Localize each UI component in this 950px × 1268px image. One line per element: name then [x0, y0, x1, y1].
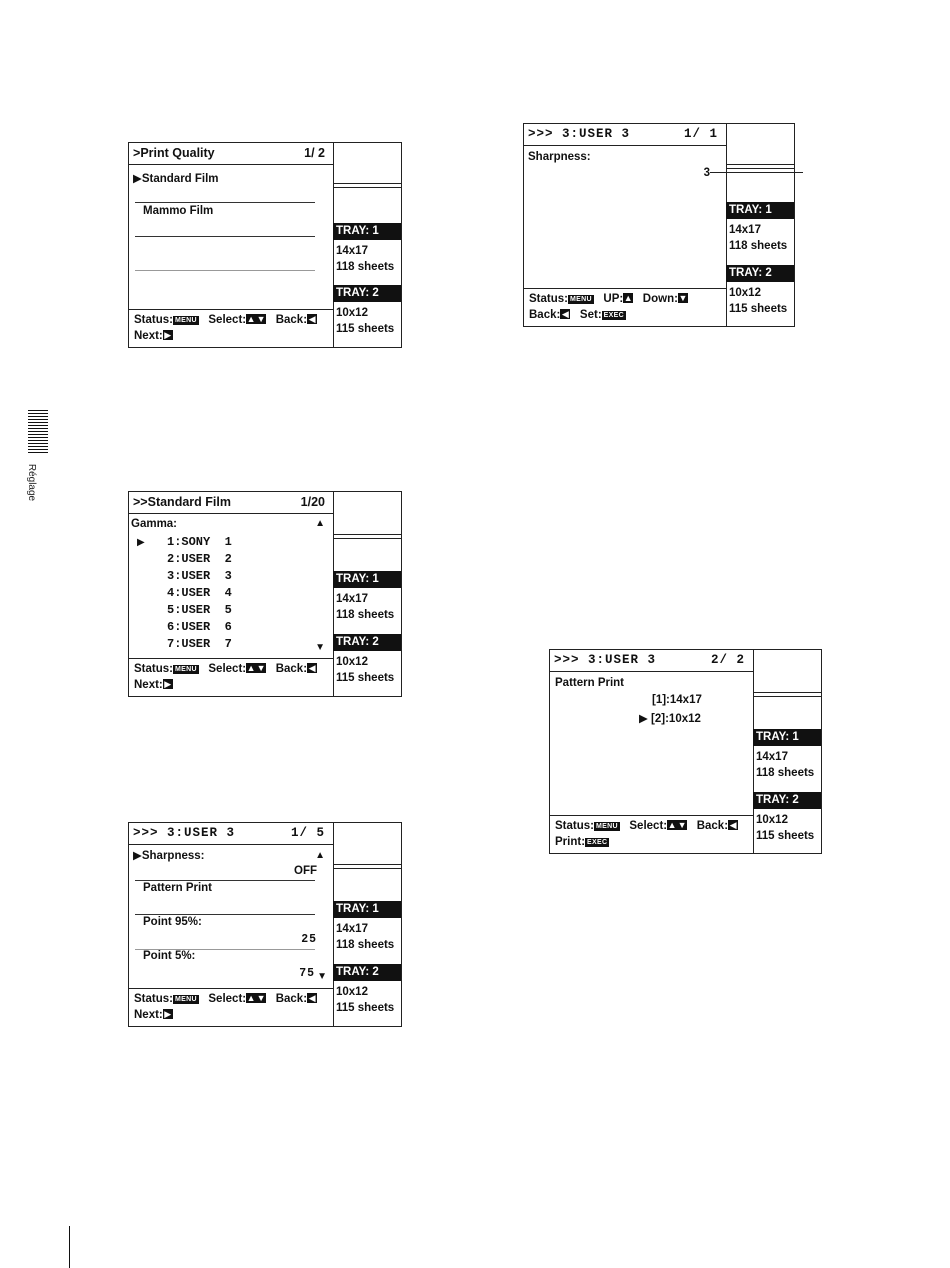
page-margin-bar	[69, 1226, 70, 1268]
breadcrumb-chevron: >>>	[133, 826, 168, 840]
screen-title: Print Quality	[140, 146, 215, 160]
sharpness-value[interactable]: 3	[703, 167, 710, 179]
menu-key-icon: MENU	[174, 317, 197, 324]
gamma-option[interactable]: 3:USER 3	[167, 569, 232, 583]
key-guide: Status: MENU UP:▲ Down:▼ Back: ◀ Set: EXEC	[524, 288, 726, 326]
down-key-icon: ▼	[256, 314, 266, 324]
tray1-badge: TRAY: 1	[726, 202, 794, 219]
divider	[135, 880, 315, 881]
tray1-info: 14x17 118 sheets	[729, 224, 788, 252]
divider	[135, 270, 315, 271]
menu-key-icon: MENU	[595, 823, 618, 830]
page-indicator: 1/ 1	[683, 127, 718, 141]
divider	[135, 236, 315, 237]
up-key-icon: ▲	[667, 820, 677, 830]
down-key-icon: ▼	[256, 663, 266, 673]
up-key-icon: ▲	[246, 314, 256, 324]
divider	[135, 202, 315, 203]
tray2-badge: TRAY: 2	[333, 964, 401, 981]
back-key-icon: ◀	[308, 663, 316, 673]
page-indicator: 1/ 2	[304, 146, 325, 160]
screen-title: 3:USER 3	[167, 826, 236, 840]
down-key-icon: ▼	[678, 293, 688, 303]
next-key-icon: ▶	[164, 330, 172, 340]
tray1-info: 14x17 118 sheets	[336, 245, 395, 273]
back-key-icon: ◀	[561, 309, 569, 319]
selection-pointer-icon: ▶	[133, 173, 142, 185]
key-guide: Status: MENU Select:▲▼ Back: ◀ Next: ▶	[129, 658, 333, 696]
divider	[135, 914, 315, 915]
main-panel	[129, 143, 334, 347]
tray2-info: 10x12 115 sheets	[756, 814, 815, 842]
back-key-icon: ◀	[308, 314, 316, 324]
tray2-badge: TRAY: 2	[753, 792, 821, 809]
tray2-badge: TRAY: 2	[726, 265, 794, 282]
gamma-option[interactable]: 6:USER 6	[167, 620, 232, 634]
user-settings-screen	[128, 822, 402, 1027]
setting-point-5[interactable]: Point 5%:	[143, 950, 196, 962]
setting-sharpness[interactable]: ▶Sharpness:	[133, 850, 205, 862]
gamma-option[interactable]: 4:USER 4	[167, 586, 232, 600]
selection-pointer-icon: ▶	[133, 850, 142, 862]
setting-value: 25	[301, 933, 317, 946]
setting-pattern-print[interactable]: Pattern Print	[143, 882, 213, 894]
screen-title: 3:USER 3	[562, 127, 631, 141]
tray2-badge: TRAY: 2	[333, 285, 401, 302]
page-indicator: 1/ 5	[290, 826, 325, 840]
gamma-screen	[128, 491, 402, 697]
tray2-info: 10x12 115 sheets	[729, 287, 788, 315]
pattern-print-label: Pattern Print	[555, 677, 625, 689]
tray2-info: 10x12 115 sheets	[336, 986, 395, 1014]
key-guide: Status: MENU Select:▲▼ Back: ◀ Next: ▶	[129, 988, 333, 1026]
section-tab-marker	[28, 410, 48, 453]
tray-status-panel	[333, 143, 401, 347]
up-key-icon: ▲	[246, 993, 256, 1003]
screen-title: 3:USER 3	[588, 653, 657, 667]
pattern-option[interactable]: [1]:14x17	[652, 694, 702, 706]
gamma-option[interactable]: 1:SONY 1	[167, 535, 232, 549]
selection-pointer-icon: ▶	[137, 537, 145, 548]
sharpness-label: Sharpness:	[528, 151, 591, 163]
pattern-option-selected[interactable]: ▶ [2]:10x12	[639, 713, 701, 725]
main-panel	[129, 823, 334, 1026]
tray1-badge: TRAY: 1	[333, 901, 401, 918]
breadcrumb-chevron: >	[133, 146, 141, 160]
down-key-icon: ▼	[677, 820, 687, 830]
scroll-down-icon: ▼	[315, 642, 325, 653]
sharpness-screen	[523, 123, 795, 327]
tray-status-panel	[753, 650, 821, 853]
gamma-option[interactable]: 7:USER 7	[167, 637, 232, 651]
tray-status-panel	[333, 492, 401, 696]
scroll-down-icon: ▼	[317, 971, 327, 982]
tray2-badge: TRAY: 2	[333, 634, 401, 651]
main-panel	[524, 124, 727, 326]
menu-item-standard-film[interactable]: ▶Standard Film	[133, 173, 219, 185]
up-key-icon: ▲	[623, 293, 633, 303]
tray1-badge: TRAY: 1	[333, 223, 401, 240]
tray-status-panel	[333, 823, 401, 1026]
key-guide: Status: MENU Select:▲▼ Back: ◀ Next: ▶	[129, 309, 333, 347]
tray1-info: 14x17 118 sheets	[336, 923, 395, 951]
gamma-label: Gamma:	[131, 518, 178, 530]
tray1-info: 14x17 118 sheets	[336, 593, 395, 621]
down-key-icon: ▼	[256, 993, 266, 1003]
screen-header	[550, 650, 753, 672]
pattern-print-screen	[549, 649, 822, 854]
gamma-option[interactable]: 5:USER 5	[167, 603, 232, 617]
exec-key-icon: EXEC	[603, 312, 624, 319]
screen-header	[129, 143, 333, 165]
callout-line	[710, 172, 803, 173]
back-key-icon: ◀	[729, 820, 737, 830]
page-indicator: 1/20	[300, 495, 325, 509]
tray-status-panel	[726, 124, 794, 326]
screen-header	[524, 124, 726, 146]
tray1-badge: TRAY: 1	[753, 729, 821, 746]
menu-item-mammo-film[interactable]: Mammo Film	[143, 205, 214, 217]
breadcrumb-chevron: >>	[133, 495, 148, 509]
menu-key-icon: MENU	[174, 996, 197, 1003]
breadcrumb-chevron: >>>	[528, 127, 563, 141]
screen-title: Standard Film	[147, 495, 231, 509]
main-panel	[550, 650, 754, 853]
gamma-option[interactable]: 2:USER 2	[167, 552, 232, 566]
menu-key-icon: MENU	[569, 296, 592, 303]
tray2-info: 10x12 115 sheets	[336, 656, 395, 684]
breadcrumb-chevron: >>>	[554, 653, 589, 667]
setting-point-95[interactable]: Point 95%:	[143, 916, 202, 928]
setting-value: OFF	[294, 865, 317, 877]
next-key-icon: ▶	[164, 1009, 172, 1019]
selection-pointer-icon: ▶	[639, 713, 652, 725]
screen-header	[129, 823, 333, 845]
exec-key-icon: EXEC	[587, 839, 608, 846]
page-indicator: 2/ 2	[710, 653, 745, 667]
main-panel	[129, 492, 334, 696]
section-tab-label: Réglage	[26, 463, 38, 502]
screen-header	[129, 492, 333, 514]
menu-key-icon: MENU	[174, 666, 197, 673]
tray2-info: 10x12 115 sheets	[336, 307, 395, 335]
tray1-info: 14x17 118 sheets	[756, 751, 815, 779]
scroll-up-icon: ▲	[315, 518, 325, 529]
next-key-icon: ▶	[164, 679, 172, 689]
setting-value: 75	[299, 967, 315, 980]
scroll-up-icon: ▲	[315, 850, 325, 861]
tray1-badge: TRAY: 1	[333, 571, 401, 588]
key-guide: Status: MENU Select:▲▼ Back: ◀ Print: EXEC	[550, 815, 753, 853]
print-quality-screen	[128, 142, 402, 348]
up-key-icon: ▲	[246, 663, 256, 673]
back-key-icon: ◀	[308, 993, 316, 1003]
